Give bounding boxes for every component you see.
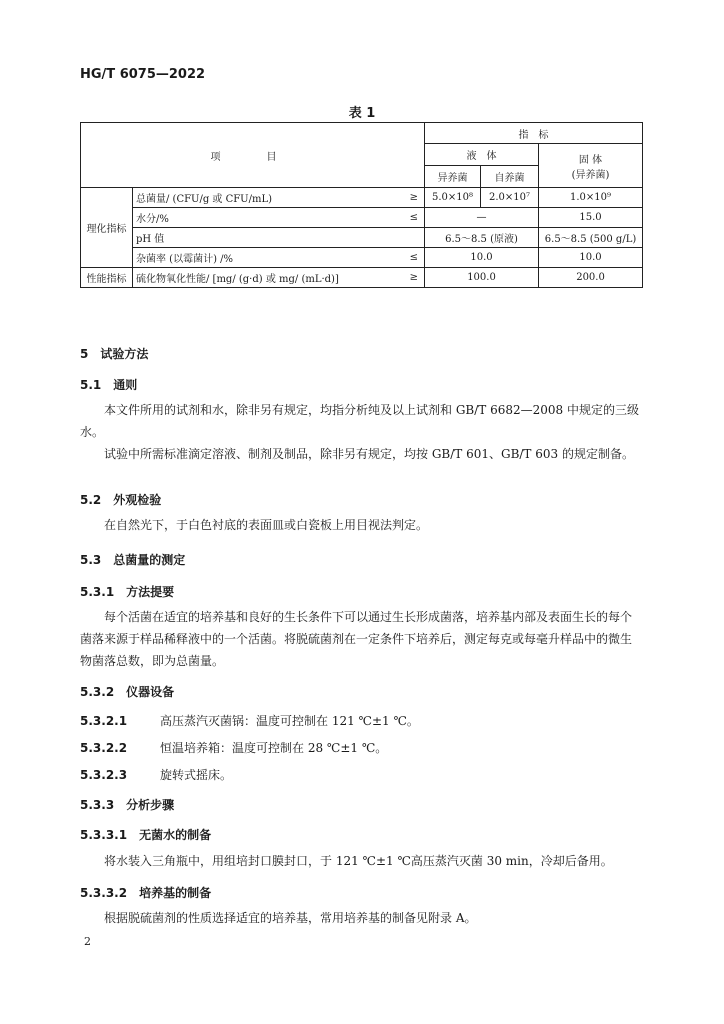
item-number: 5.3.2.2	[80, 741, 128, 755]
paragraph-method-summary: 每个活菌在适宜的培养基和良好的生长条件下可以通过生长形成菌落，培养基内部及表面生长的每个菌落来源于样品稀释液中的一个活菌。将脱硫菌剂在一定条件下培养后，测定每克或每毫升样品中的微生物菌落总数，即为总菌量。	[80, 610, 633, 668]
cell-heterotroph: 5.0×10⁸	[425, 188, 481, 208]
header-solid-line1: 固 体	[578, 154, 603, 166]
row-name: 水分/%	[133, 208, 369, 228]
paragraph-culture-medium: 根据脱硫菌剂的性质选择适宜的培养基，常用培养基的制备见附录 A。	[104, 911, 477, 925]
header-solid	[539, 144, 643, 188]
row-name: 总菌量/ (CFU/g 或 CFU/mL)	[133, 188, 369, 208]
paragraph-sterile-water: 将水装入三角瓶中，用组培封口膜封口，于 121 ℃±1 ℃高压蒸汽灭菌 30 min，冷却后备用。	[104, 854, 613, 868]
section-number: 5.3.1	[80, 585, 115, 599]
section-title: 无菌水的制备	[139, 828, 212, 842]
item-text: 恒温培养箱：温度可控制在 28 ℃±1 ℃。	[160, 741, 388, 755]
section-5-2-heading	[80, 491, 161, 508]
equipment-item	[80, 712, 419, 729]
section-number: 5.3.2	[80, 685, 115, 699]
cell-solid: 1.0×10⁹	[539, 188, 643, 208]
section-number: 5.3.3.2	[80, 886, 128, 900]
section-5-3-2-heading	[80, 683, 174, 700]
row-name: pH 值	[133, 228, 369, 248]
section-number: 5.1	[80, 378, 102, 392]
section-5-3-3-2-heading	[80, 884, 211, 901]
section-5-3-3-1-heading	[80, 826, 211, 843]
table-title: 表 1	[348, 106, 376, 121]
section-number: 5.3.3	[80, 798, 115, 812]
section-title: 仪器设备	[126, 685, 175, 699]
standard-code: HG/T 6075—2022	[80, 67, 206, 82]
row-operator: ≤	[369, 248, 425, 268]
cell-autotroph: 2.0×10⁷	[481, 188, 539, 208]
equipment-item	[80, 739, 387, 756]
section-number: 5.3.3.1	[80, 828, 128, 842]
paragraph-standard-solutions: 试验中所需标准滴定溶液、制剂及制品，除非另有规定，均按 GB/T 601、GB/T 603 的规定制备。	[104, 447, 634, 461]
paragraph-reagents: 本文件所用的试剂和水，除非另有规定，均指分析纯及以上试剂和 GB/T 6682—2008 中规定的三级水。	[80, 403, 639, 439]
section-5-3-1-heading	[80, 583, 174, 600]
cell-solid: 10.0	[539, 248, 643, 268]
cell-solid: 15.0	[539, 208, 643, 228]
header-solid-line2: (异养菌)	[571, 169, 610, 181]
item-number: 5.3.2.1	[80, 714, 128, 728]
section-title: 分析步骤	[126, 798, 175, 812]
row-name: 硫化物氧化性能/ [mg/ (g·d) 或 mg/ (mL·d)]	[133, 268, 369, 288]
cell-liquid: —	[425, 208, 539, 228]
cell-liquid: 6.5～8.5 (原液)	[425, 228, 539, 248]
header-indicator: 指 标	[425, 123, 643, 144]
cell-solid: 6.5～8.5 (500 g/L)	[539, 228, 643, 248]
section-title: 培养基的制备	[139, 886, 212, 900]
section-title: 通则	[113, 378, 138, 392]
header-heterotroph: 异养菌	[425, 166, 481, 188]
section-5-heading	[80, 345, 148, 362]
row-operator: ≥	[369, 188, 425, 208]
cell-solid: 200.0	[539, 268, 643, 288]
section-number: 5.2	[80, 493, 102, 507]
section-number: 5.3	[80, 553, 102, 567]
row-operator: ≥	[369, 268, 425, 288]
item-text: 旋转式摇床。	[160, 768, 233, 782]
section-title: 方法提要	[126, 585, 175, 599]
header-liquid: 液 体	[425, 144, 539, 166]
cell-liquid: 10.0	[425, 248, 539, 268]
item-number: 5.3.2.3	[80, 768, 128, 782]
item-text: 高压蒸汽灭菌锅：温度可控制在 121 ℃±1 ℃。	[160, 714, 419, 728]
section-5-3-heading	[80, 551, 185, 568]
section-title: 试验方法	[100, 347, 149, 361]
section-title: 总菌量的测定	[113, 553, 186, 567]
equipment-item	[80, 766, 232, 783]
group-performance: 性能指标	[81, 268, 133, 288]
header-autotroph: 自养菌	[481, 166, 539, 188]
section-title: 外观检验	[113, 493, 162, 507]
section-5-3-3-heading	[80, 796, 174, 813]
cell-liquid: 100.0	[425, 268, 539, 288]
group-physicochemical: 理化指标	[81, 188, 133, 268]
paragraph-appearance: 在自然光下，于白色衬底的表面皿或白瓷板上用目视法判定。	[104, 518, 429, 532]
section-5-1-heading	[80, 376, 137, 393]
header-item: 项 目	[81, 123, 425, 188]
row-operator	[369, 228, 425, 248]
row-operator: ≤	[369, 208, 425, 228]
row-name: 杂菌率 (以霉菌计) /%	[133, 248, 369, 268]
section-number: 5	[80, 347, 89, 361]
specification-table	[80, 122, 643, 288]
page-number: 2	[84, 935, 91, 948]
